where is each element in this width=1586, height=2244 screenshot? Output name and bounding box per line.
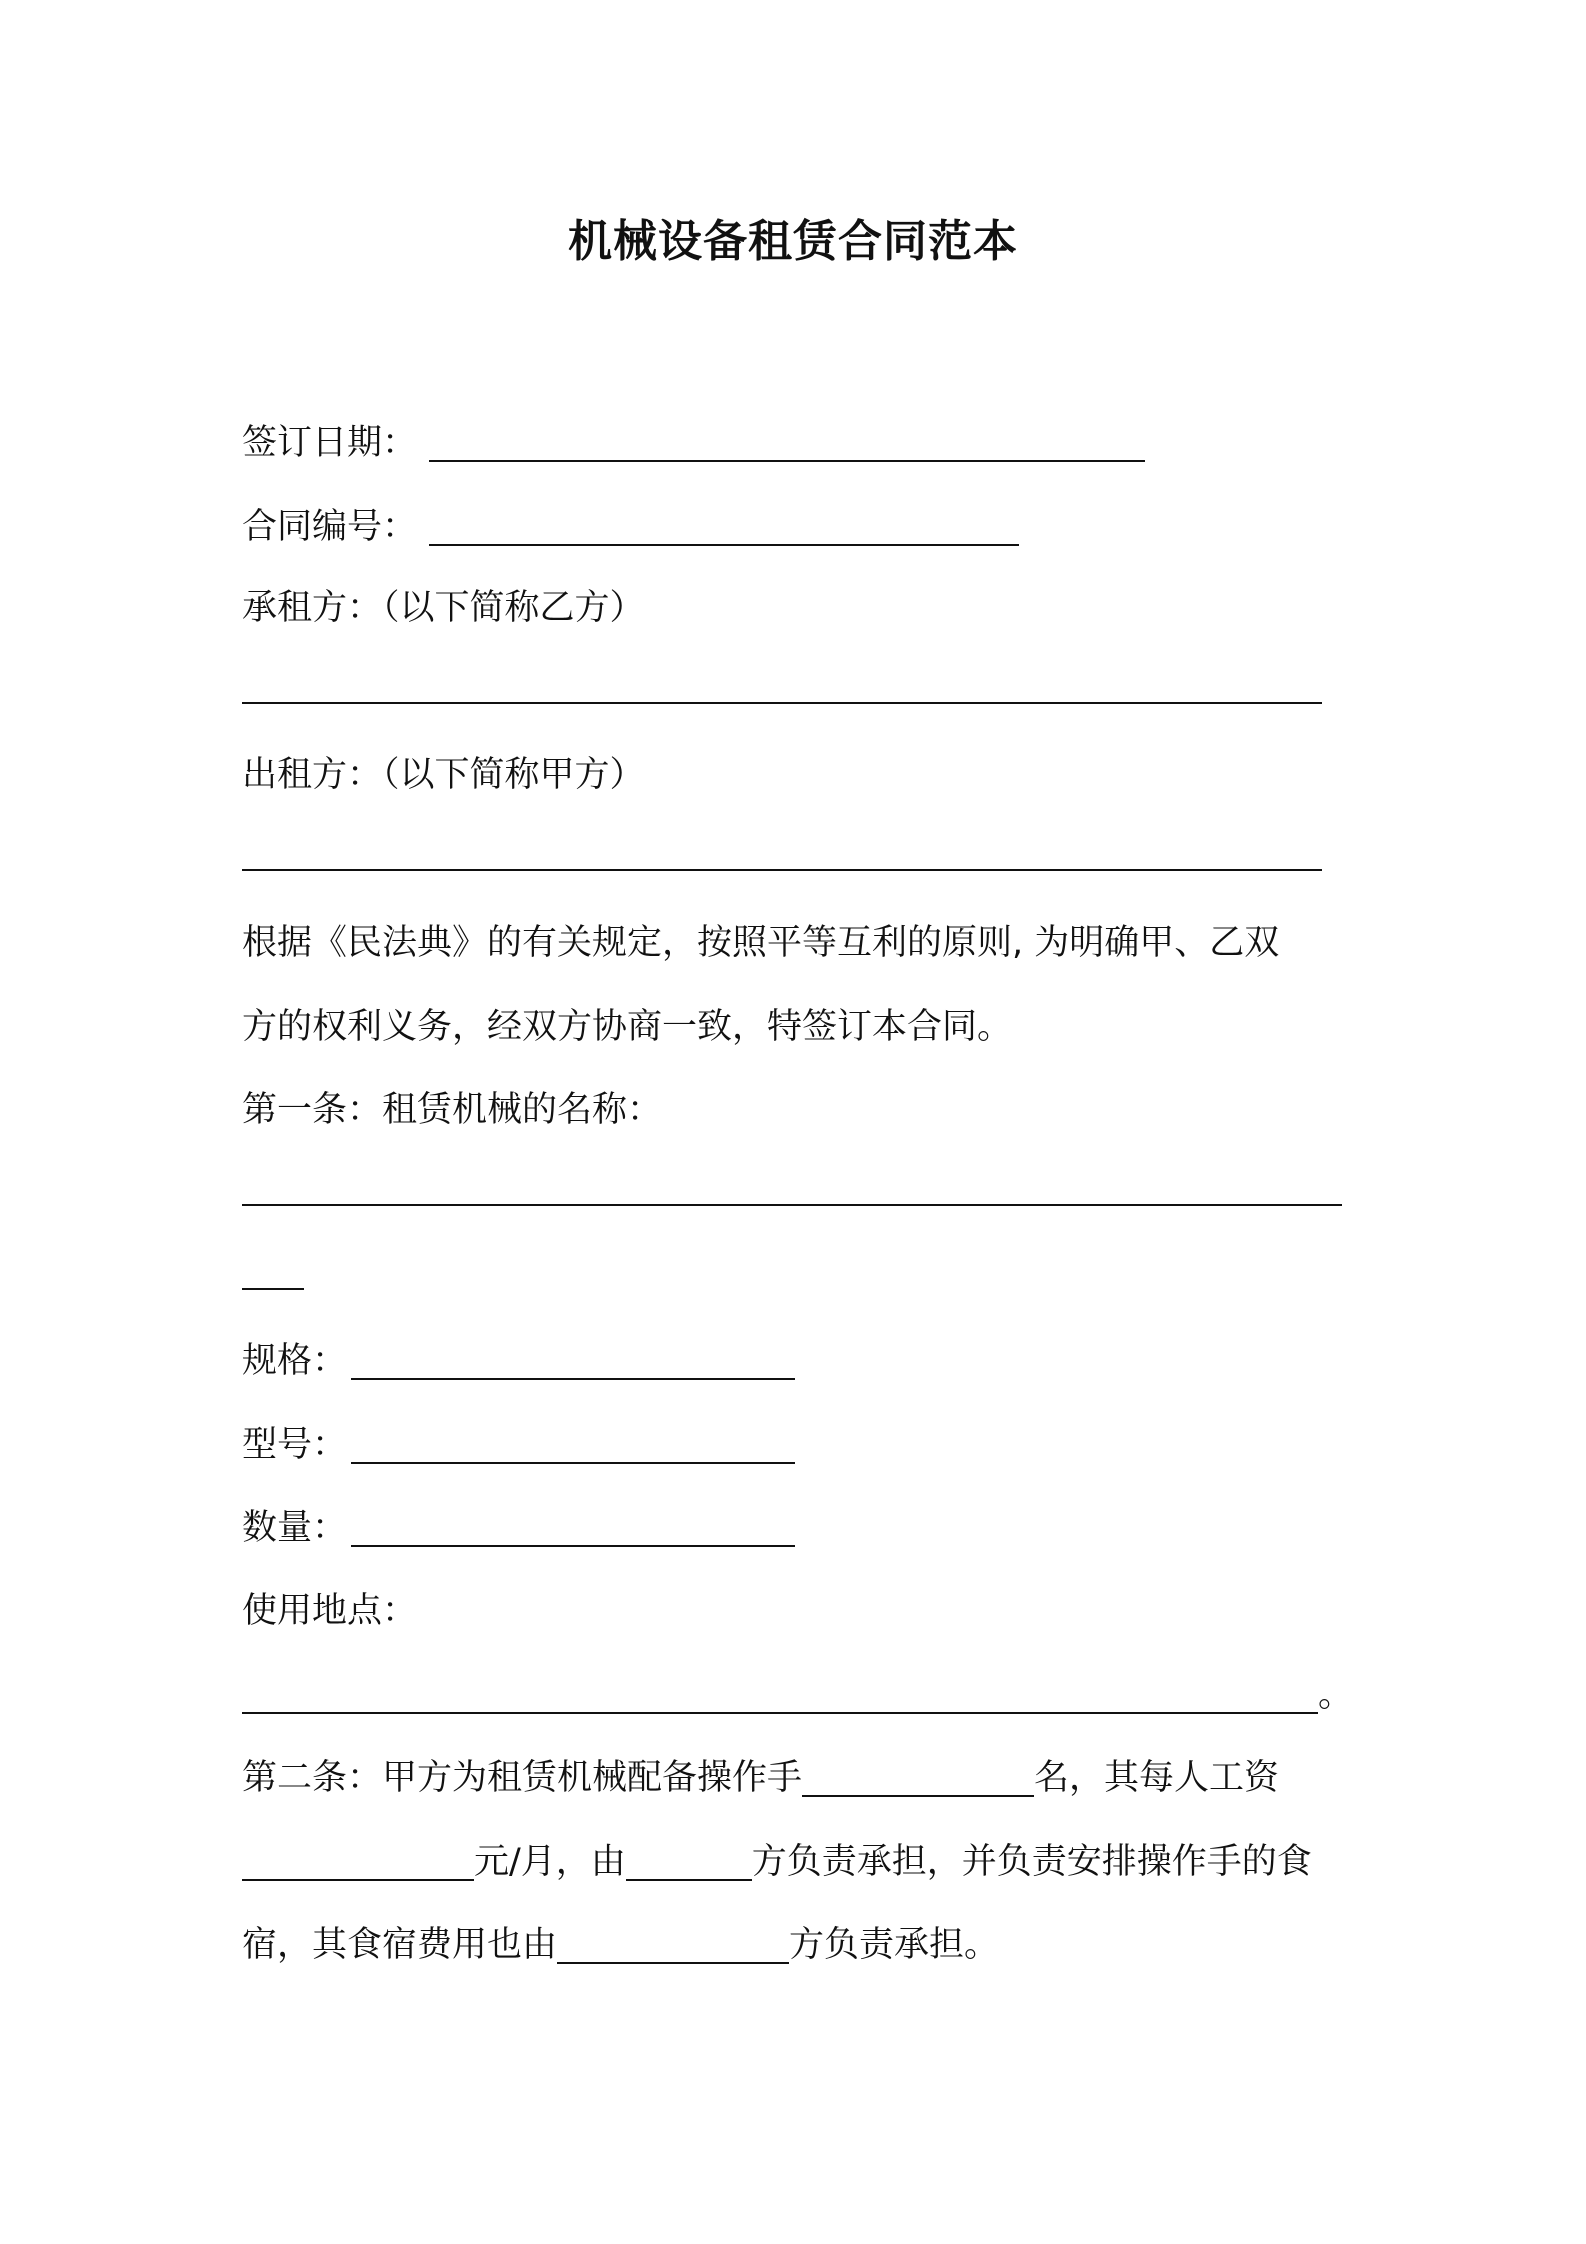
wage-blank[interactable] — [242, 1845, 474, 1881]
sign-date-blank[interactable] — [429, 426, 1145, 462]
document-title: 机械设备租赁合同范本 — [568, 216, 1018, 267]
lessor-label: 出租方：（以下简称甲方） — [242, 755, 645, 795]
article2-text-2b: 方负责承担，并负责安排操作手的食 — [751, 1842, 1312, 1882]
article2-text-1b: 名，其每人工资 — [1034, 1758, 1280, 1798]
lessor-blank[interactable] — [242, 835, 1322, 871]
intro-text-1: 根据《民法典》的有关规定，按照平等互利的原则, 为明确甲、乙双 — [242, 923, 1280, 963]
article2-text-3a: 宿，其食宿费用也由 — [242, 1925, 558, 1965]
contract-no-line — [242, 502, 1019, 552]
intro-text-2: 方的权利义务，经双方协商一致，特签订本合同。 — [242, 1007, 1013, 1047]
sign-date-label: 签订日期： — [242, 423, 418, 463]
wage-payer-blank[interactable] — [626, 1845, 752, 1881]
operator-count-blank[interactable] — [802, 1761, 1034, 1797]
article2-text-2a: 元/月，由 — [474, 1842, 626, 1882]
quantity-label: 数量： — [242, 1508, 348, 1548]
quantity-line — [242, 1503, 795, 1553]
spec-label: 规格： — [242, 1341, 348, 1381]
machine-name-blank-line — [242, 1170, 1342, 1212]
location-end-mark: 。 — [1318, 1675, 1354, 1715]
sign-date-line — [242, 418, 1145, 468]
article2-line-1 — [242, 1753, 1279, 1803]
location-line — [242, 1586, 417, 1636]
contract-no-blank[interactable] — [429, 510, 1019, 546]
lessor-blank-line — [242, 835, 1322, 877]
machine-name-blank-continued[interactable] — [242, 1254, 304, 1290]
intro-line-1 — [242, 918, 1279, 968]
article1-label: 第一条：租赁机械的名称： — [242, 1090, 663, 1130]
contract-no-label: 合同编号： — [242, 507, 418, 547]
article2-line-3 — [242, 1920, 999, 1970]
quantity-blank[interactable] — [351, 1511, 795, 1547]
machine-name-blank-line-2 — [242, 1254, 304, 1296]
lessee-blank[interactable] — [242, 668, 1322, 704]
lessee-line — [242, 583, 645, 633]
article2-text-3b: 方负责承担。 — [789, 1925, 1000, 1965]
location-label: 使用地点： — [242, 1591, 418, 1631]
location-blank[interactable] — [242, 1678, 1318, 1714]
model-line — [242, 1420, 795, 1470]
article1-line — [242, 1085, 662, 1135]
model-blank[interactable] — [351, 1428, 795, 1464]
lessee-label: 承租方：（以下简称乙方） — [242, 588, 645, 628]
board-payer-blank[interactable] — [557, 1928, 789, 1964]
machine-name-blank[interactable] — [242, 1170, 1342, 1206]
article2-text-1a: 第二条：甲方为租赁机械配备操作手 — [242, 1758, 803, 1798]
article2-line-2 — [242, 1837, 1312, 1887]
intro-line-2 — [242, 1002, 1012, 1052]
spec-blank[interactable] — [351, 1344, 795, 1380]
location-blank-line — [242, 1670, 1353, 1720]
spec-line — [242, 1336, 795, 1386]
lessee-blank-line — [242, 668, 1322, 710]
model-label: 型号： — [242, 1425, 348, 1465]
lessor-line — [242, 750, 645, 800]
